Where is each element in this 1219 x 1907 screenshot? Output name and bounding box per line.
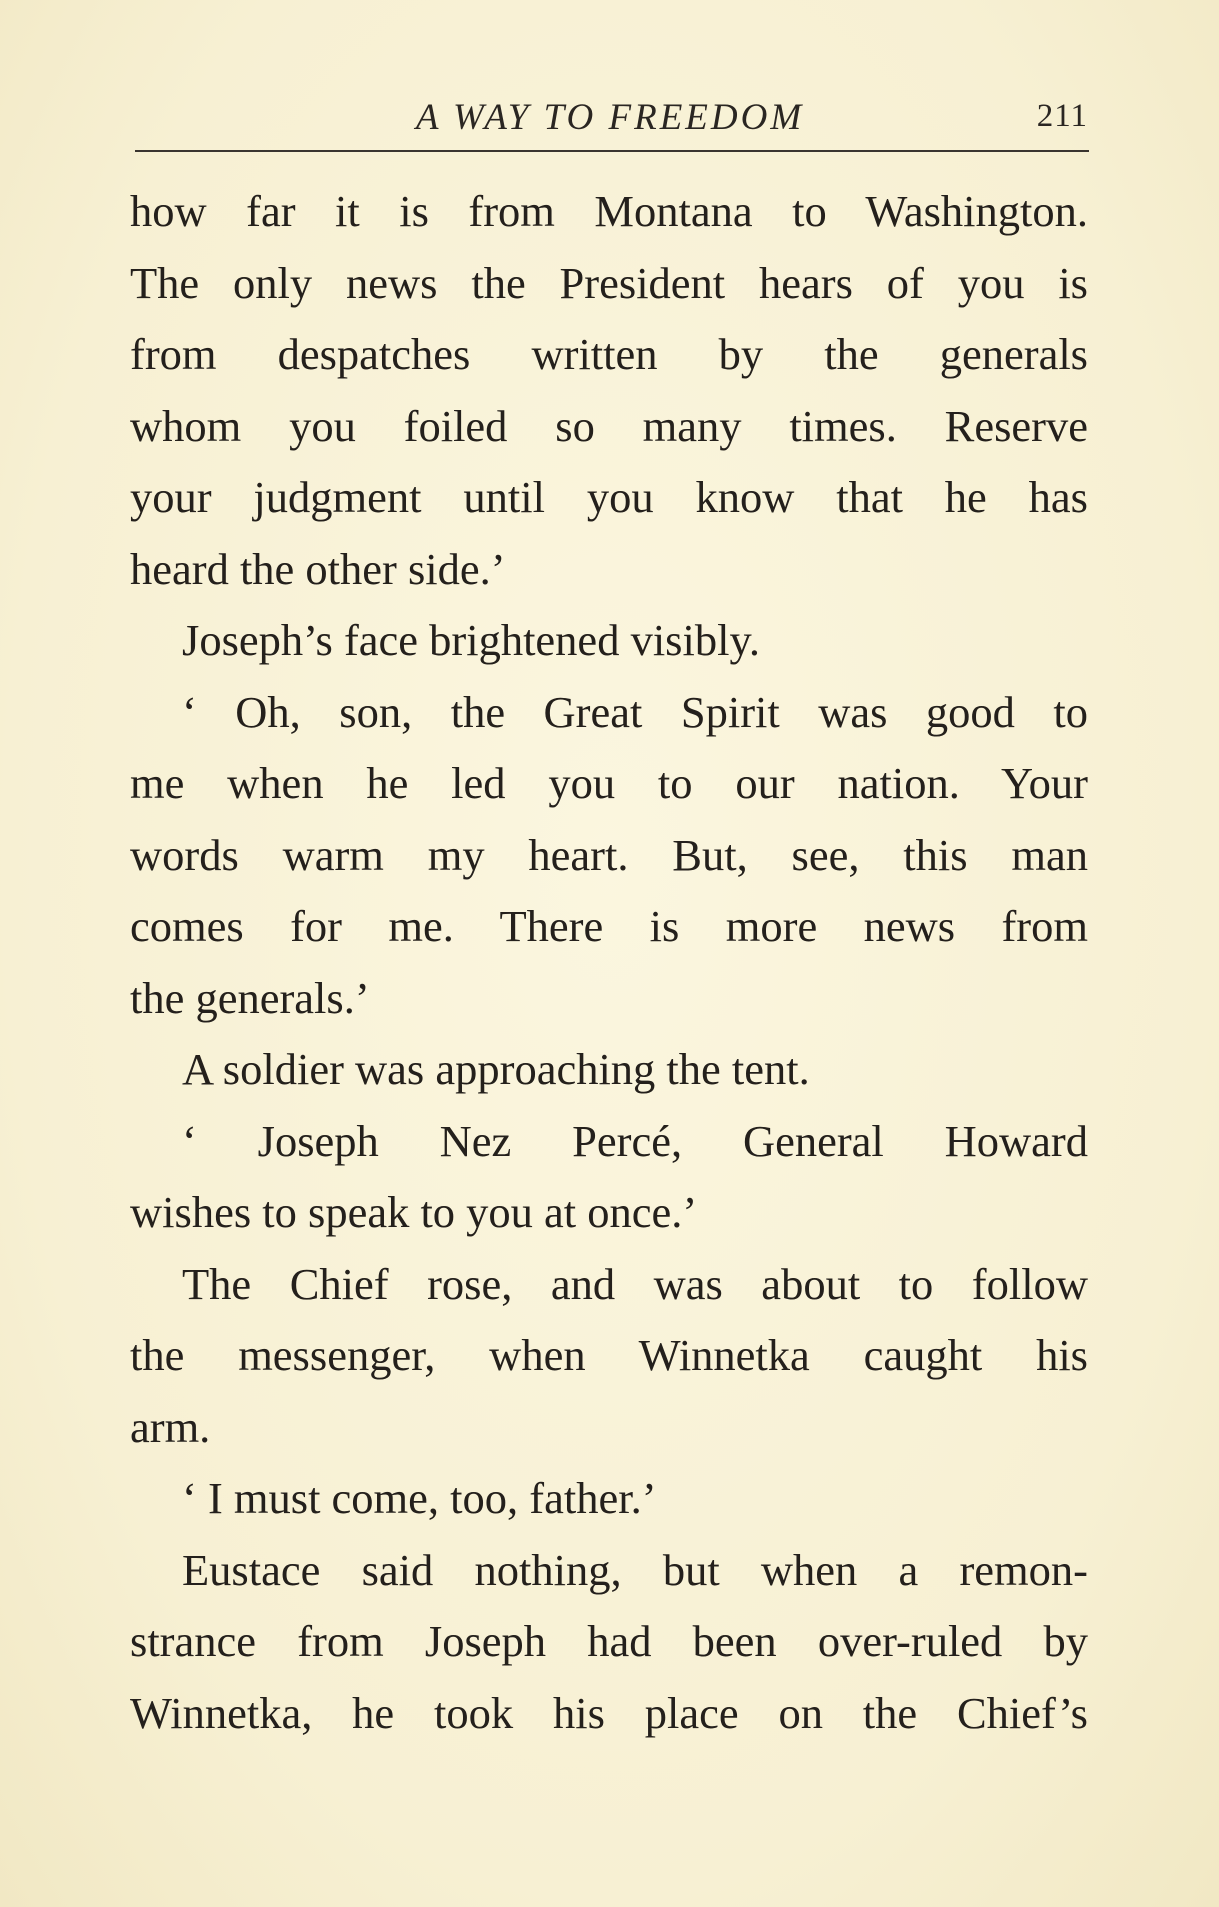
text-line: arm. <box>130 1401 211 1452</box>
running-title: A WAY TO FREEDOM <box>415 97 805 138</box>
text-line: comes for me. There is more news from <box>130 901 1088 951</box>
paragraph-start: The Chief rose, and was about to follow <box>182 1258 1088 1309</box>
text-line: how far it is from Montana to Washington. <box>130 186 1088 236</box>
text-line: The only news the President hears of you is <box>130 257 1088 308</box>
running-head <box>130 96 1090 146</box>
text-line: heard the other side.’ <box>130 543 506 594</box>
header-rule <box>135 150 1089 152</box>
text-line: the generals.’ <box>130 972 370 1023</box>
text-line: strance from Joseph had been over-ruled by <box>130 1616 1088 1666</box>
text-line: the messenger, when Winnetka caught his <box>130 1330 1088 1380</box>
paragraph-start: ‘ Oh, son, the Great Spirit was good to <box>182 686 1088 737</box>
text-line: me when he led you to our nation. Your <box>130 758 1088 808</box>
text-line: from despatches written by the generals <box>130 329 1088 379</box>
paragraph-start: A soldier was approaching the tent. <box>182 1044 810 1094</box>
paragraph-start: ‘ I must come, too, father.’ <box>182 1473 657 1523</box>
text-line: words warm my heart. But, see, this man <box>130 829 1088 880</box>
text-line: wishes to speak to you at once.’ <box>130 1187 698 1237</box>
text-line: whom you foiled so many times. Reserve <box>130 400 1088 451</box>
text-line: Winnetka, he took his place on the Chief’s <box>130 1687 1088 1738</box>
text-line: your judgment until you know that he has <box>130 472 1088 522</box>
paragraph-start: Joseph’s face brightened visibly. <box>182 615 760 665</box>
paragraph-start: Eustace said nothing, but when a remon- <box>182 1544 1088 1595</box>
paragraph-start: ‘ Joseph Nez Percé, General Howard <box>182 1115 1088 1166</box>
page-number: 211 <box>1036 98 1088 134</box>
body-text <box>130 176 1088 1749</box>
